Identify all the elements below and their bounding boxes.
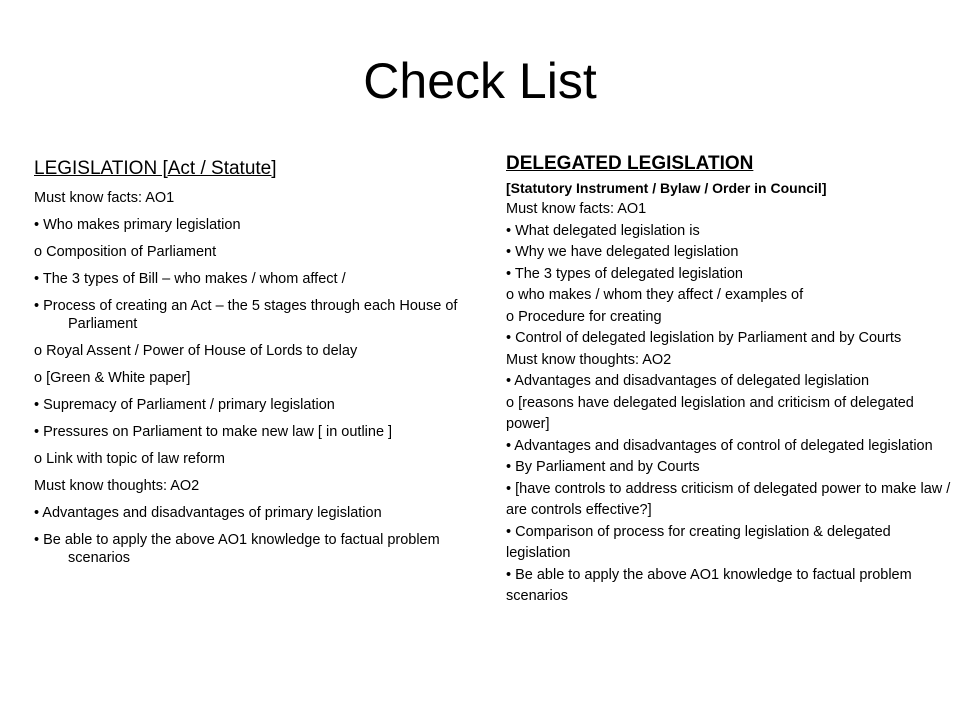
right-heading: DELEGATED LEGISLATION xyxy=(506,153,754,174)
list-item: • Advantages and disadvantages of control of delegated legislation xyxy=(506,437,933,454)
list-item: o [reasons have delegated legislation and criticism of delegated power] xyxy=(506,394,914,432)
list-item: • By Parliament and by Courts xyxy=(506,459,700,475)
list-item: o Composition of Parliament xyxy=(34,244,217,260)
list-item: • Why we have delegated legislation xyxy=(506,244,739,260)
list-item: Must know facts: AO1 xyxy=(34,190,175,206)
list-item: • Be able to apply the above AO1 knowledge to factual problem scenarios xyxy=(34,532,440,566)
right-column xyxy=(506,151,956,608)
list-item: Must know thoughts: AO2 xyxy=(34,478,200,494)
list-item: o Link with topic of law reform xyxy=(34,451,225,467)
right-subheading: [Statutory Instrument / Bylaw / Order in Council] xyxy=(506,180,827,196)
left-column xyxy=(34,155,474,576)
list-item: • Advantages and disadvantages of delegated legislation xyxy=(506,373,870,389)
list-item: • What delegated legislation is xyxy=(506,222,700,239)
list-item: • Comparison of process for creating legislation & delegated legislation xyxy=(506,523,891,561)
list-item: o [Green & White paper] xyxy=(34,370,191,386)
list-item: are controls effective?] xyxy=(506,502,652,518)
list-item: o Procedure for creating xyxy=(506,308,662,325)
list-item: • [have controls to address criticism of delegated power to make law / xyxy=(506,480,951,497)
list-item: • Advantages and disadvantages of primary legislation xyxy=(34,505,382,521)
slide-title: Check List xyxy=(363,53,597,109)
list-item: o who makes / whom they affect / examples of xyxy=(506,287,804,303)
list-item: • Process of creating an Act – the 5 stages through each House of Parliament xyxy=(34,298,458,332)
list-item: • Be able to apply the above AO1 knowledge to factual problem scenarios xyxy=(506,566,912,604)
list-item: • Who makes primary legislation xyxy=(34,217,241,233)
list-item: • Pressures on Parliament to make new law [ in outline ] xyxy=(34,424,393,440)
list-item: Must know thoughts: AO2 xyxy=(506,351,672,368)
list-item: o Royal Assent / Power of House of Lords to delay xyxy=(34,343,358,359)
list-item: • The 3 types of delegated legislation xyxy=(506,265,743,282)
list-item: • Supremacy of Parliament / primary legislation xyxy=(34,397,335,413)
list-item: • Control of delegated legislation by Parliament and by Courts xyxy=(506,330,902,346)
left-heading: LEGISLATION [Act / Statute] xyxy=(34,158,277,179)
list-item: • The 3 types of Bill – who makes / whom affect / xyxy=(34,271,346,287)
list-item: Must know facts: AO1 xyxy=(506,201,647,217)
